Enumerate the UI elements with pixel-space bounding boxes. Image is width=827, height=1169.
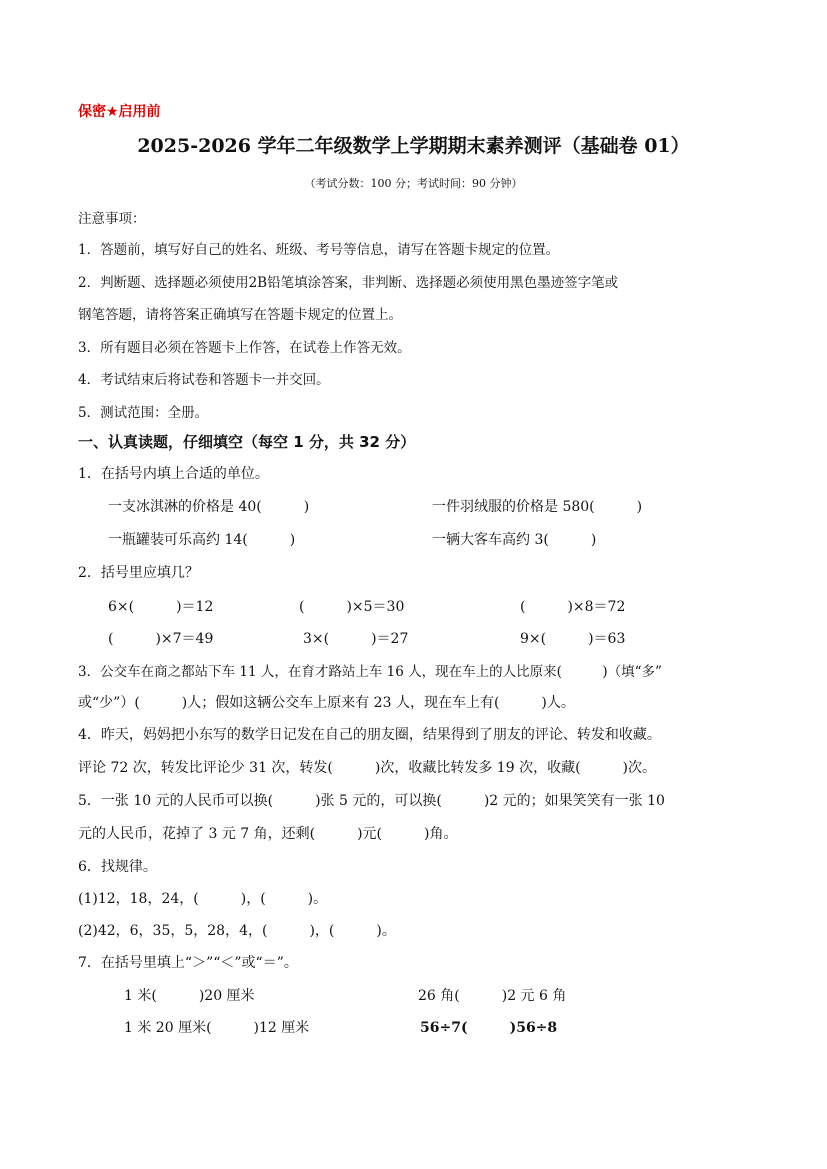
question-4-line: 评论 72 次，转发比评论少 31 次，转发( )次，收藏比转发多 19 次，收藏( )次。	[78, 760, 656, 776]
question-2-stem: 2．括号里应填几？	[78, 565, 199, 581]
question-5-line: 元的人民币，花掉了 3 元 7 角，还剩( )元( )角。	[78, 826, 458, 842]
question-3-line: 3．公交车在商之都站下车 11 人，在育才路站上车 16 人，现在车上的人比原来( )（填“多”	[78, 664, 662, 680]
question-2-item: 6×( )＝12	[108, 599, 214, 615]
question-2-item: ( )×8＝72	[520, 599, 626, 615]
note-item: 3．所有题目必须在答题卡上作答，在试卷上作答无效。	[78, 340, 411, 356]
question-6-line: (2)42，6，35，5，28，4，( )，( )。	[78, 923, 396, 939]
secret-label: 保密★启用前	[78, 104, 161, 120]
question-4-line: 4．昨天，妈妈把小东写的数学日记发在自己的朋友圈，结果得到了朋友的评论、转发和收藏。	[78, 727, 661, 743]
question-7-item: 56÷7( )56÷8	[420, 1020, 558, 1036]
question-7-item: 1 米 20 厘米( )12 厘米	[124, 1020, 310, 1036]
note-item: 4．考试结束后将试卷和答题卡一并交回。	[78, 372, 330, 388]
question-1-stem: 1．在括号内填上合适的单位。	[78, 466, 269, 482]
question-1-item: 一瓶罐装可乐高约 14( )	[108, 532, 296, 548]
question-6-line: (1)12，18，24，( )，( )。	[78, 891, 328, 907]
question-6-stem: 6．找规律。	[78, 859, 157, 875]
exam-subtitle: （考试分数：100 分；考试时间：90 分钟）	[304, 177, 523, 190]
question-1-item: 一件羽绒服的价格是 580( )	[432, 499, 643, 515]
question-7-item: 26 角( )2 元 6 角	[418, 988, 567, 1004]
question-2-item: 3×( )＝27	[303, 631, 409, 647]
note-item: 钢笔答题，请将答案正确填写在答题卡规定的位置上。	[78, 307, 402, 323]
note-item: 1．答题前，填写好自己的姓名、班级、考号等信息，请写在答题卡规定的位置。	[78, 242, 560, 258]
question-5-line: 5．一张 10 元的人民币可以换( )张 5 元的，可以换( )2 元的；如果笑笑有一张 10	[78, 793, 665, 809]
question-2-item: ( )×7＝49	[108, 631, 214, 647]
question-7-stem: 7．在括号里填上“＞”“＜”或“＝”。	[78, 955, 298, 971]
exam-title: 2025-2026 学年二年级数学上学期期末素养测评（基础卷 01）	[137, 135, 690, 157]
notes-heading: 注意事项：	[78, 211, 146, 227]
question-1-item: 一支冰淇淋的价格是 40( )	[108, 499, 310, 515]
section-heading: 一、认真读题，仔细填空（每空 1 分，共 32 分）	[78, 433, 416, 451]
question-2-item: 9×( )＝63	[520, 631, 626, 647]
question-1-item: 一辆大客车高约 3( )	[432, 532, 597, 548]
question-3-line: 或“少”）( )人；假如这辆公交车上原来有 23 人，现在车上有( )人。	[78, 695, 575, 711]
question-7-item: 1 米( )20 厘米	[124, 988, 255, 1004]
question-2-item: ( )×5＝30	[299, 599, 405, 615]
note-item: 5．测试范围：全册。	[78, 405, 209, 421]
note-item: 2．判断题、选择题必须使用2B铅笔填涂答案，非判断、选择题必须使用黑色墨迹签字笔或	[78, 275, 619, 291]
